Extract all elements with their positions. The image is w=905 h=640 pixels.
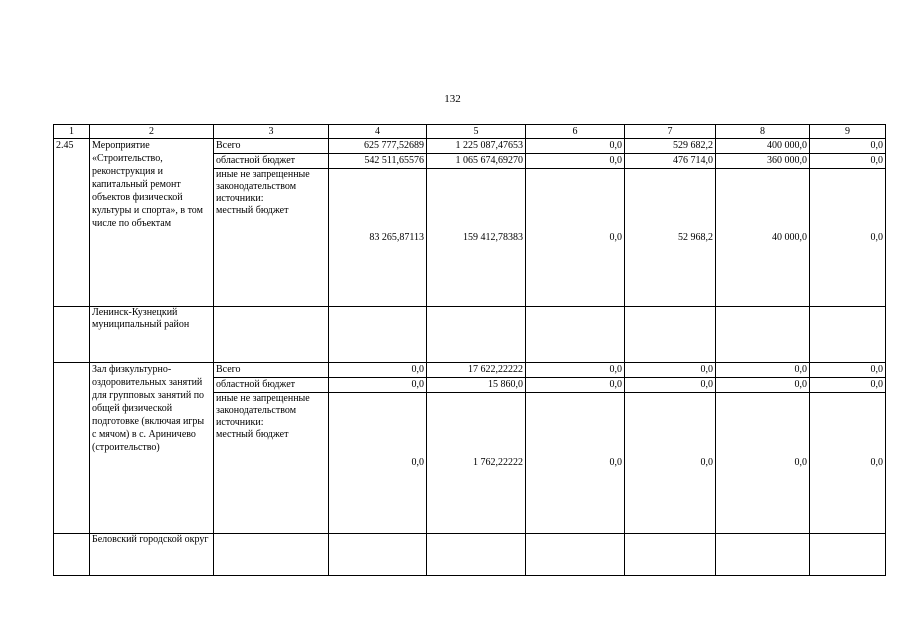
- budget-table: [53, 124, 886, 576]
- column-header: 7: [625, 125, 716, 139]
- value-cell: 1 762,22222: [427, 393, 526, 534]
- value-cell: 0,0: [810, 154, 886, 169]
- empty-cell: [214, 307, 329, 363]
- column-header: 6: [526, 125, 625, 139]
- value-cell: 1 065 674,69270: [427, 154, 526, 169]
- value-cell: 0,0: [526, 378, 625, 393]
- value-cell: 40 000,0: [716, 169, 810, 307]
- object-name: Зал физкультурно-оздоровительных занятий для групповых занятий по общей физической подготовке (включая игры с мячом) в с. Ариничево (строительство): [90, 363, 214, 534]
- empty-cell: [625, 307, 716, 363]
- table-row: [54, 363, 886, 378]
- empty-cell: [54, 534, 90, 576]
- value-cell: 400 000,0: [716, 139, 810, 154]
- value-cell: 52 968,2: [625, 169, 716, 307]
- empty-cell: [810, 307, 886, 363]
- value-cell: 529 682,2: [625, 139, 716, 154]
- municipality-name: Ленинск-Кузнецкий муниципальный район: [90, 307, 214, 363]
- value-cell: 0,0: [716, 363, 810, 378]
- table-row: [54, 534, 886, 576]
- empty-cell: [54, 363, 90, 534]
- value-cell: 0,0: [625, 363, 716, 378]
- empty-cell: [329, 307, 427, 363]
- empty-cell: [214, 534, 329, 576]
- value-cell: 0,0: [526, 393, 625, 534]
- column-header: 8: [716, 125, 810, 139]
- municipality-name: Беловский городской округ: [90, 534, 214, 576]
- table-row: [54, 307, 886, 363]
- value-cell: 0,0: [810, 378, 886, 393]
- value-cell: 15 860,0: [427, 378, 526, 393]
- value-cell: 0,0: [716, 378, 810, 393]
- value-cell: 0,0: [810, 393, 886, 534]
- value-cell: 1 225 087,47653: [427, 139, 526, 154]
- value-cell: 0,0: [716, 393, 810, 534]
- column-header: 3: [214, 125, 329, 139]
- value-cell: 0,0: [526, 363, 625, 378]
- funding-source: иные не запрещенные законодательством источники: местный бюджет: [214, 393, 329, 534]
- measure-name: Мероприятие «Строительство, реконструкция и капитальный ремонт объектов физической культуры и спорта», в том числе по объектам: [90, 139, 214, 307]
- value-cell: 159 412,78383: [427, 169, 526, 307]
- empty-cell: [427, 307, 526, 363]
- value-cell: 542 511,65576: [329, 154, 427, 169]
- column-header: 5: [427, 125, 526, 139]
- column-header: 2: [90, 125, 214, 139]
- value-cell: 0,0: [810, 139, 886, 154]
- table-row: [54, 139, 886, 154]
- value-cell: 0,0: [625, 378, 716, 393]
- empty-cell: [54, 307, 90, 363]
- column-number-row: [54, 125, 886, 139]
- value-cell: 83 265,87113: [329, 169, 427, 307]
- value-cell: 0,0: [526, 169, 625, 307]
- value-cell: 0,0: [329, 393, 427, 534]
- value-cell: 0,0: [526, 139, 625, 154]
- value-cell: 360 000,0: [716, 154, 810, 169]
- funding-source: областной бюджет: [214, 378, 329, 393]
- value-cell: 17 622,22222: [427, 363, 526, 378]
- empty-cell: [625, 534, 716, 576]
- funding-source: Всего: [214, 139, 329, 154]
- empty-cell: [329, 534, 427, 576]
- value-cell: 0,0: [329, 363, 427, 378]
- value-cell: 625 777,52689: [329, 139, 427, 154]
- column-header: 4: [329, 125, 427, 139]
- value-cell: 476 714,0: [625, 154, 716, 169]
- empty-cell: [526, 534, 625, 576]
- empty-cell: [716, 307, 810, 363]
- empty-cell: [526, 307, 625, 363]
- empty-cell: [716, 534, 810, 576]
- funding-source: Всего: [214, 363, 329, 378]
- column-header: 9: [810, 125, 886, 139]
- value-cell: 0,0: [810, 363, 886, 378]
- funding-source: иные не запрещенные законодательством источники: местный бюджет: [214, 169, 329, 307]
- value-cell: 0,0: [329, 378, 427, 393]
- value-cell: 0,0: [526, 154, 625, 169]
- row-index: 2.45: [54, 139, 90, 307]
- page-number: 132: [444, 93, 461, 105]
- funding-source: областной бюджет: [214, 154, 329, 169]
- empty-cell: [810, 534, 886, 576]
- empty-cell: [427, 534, 526, 576]
- column-header: 1: [54, 125, 90, 139]
- value-cell: 0,0: [810, 169, 886, 307]
- value-cell: 0,0: [625, 393, 716, 534]
